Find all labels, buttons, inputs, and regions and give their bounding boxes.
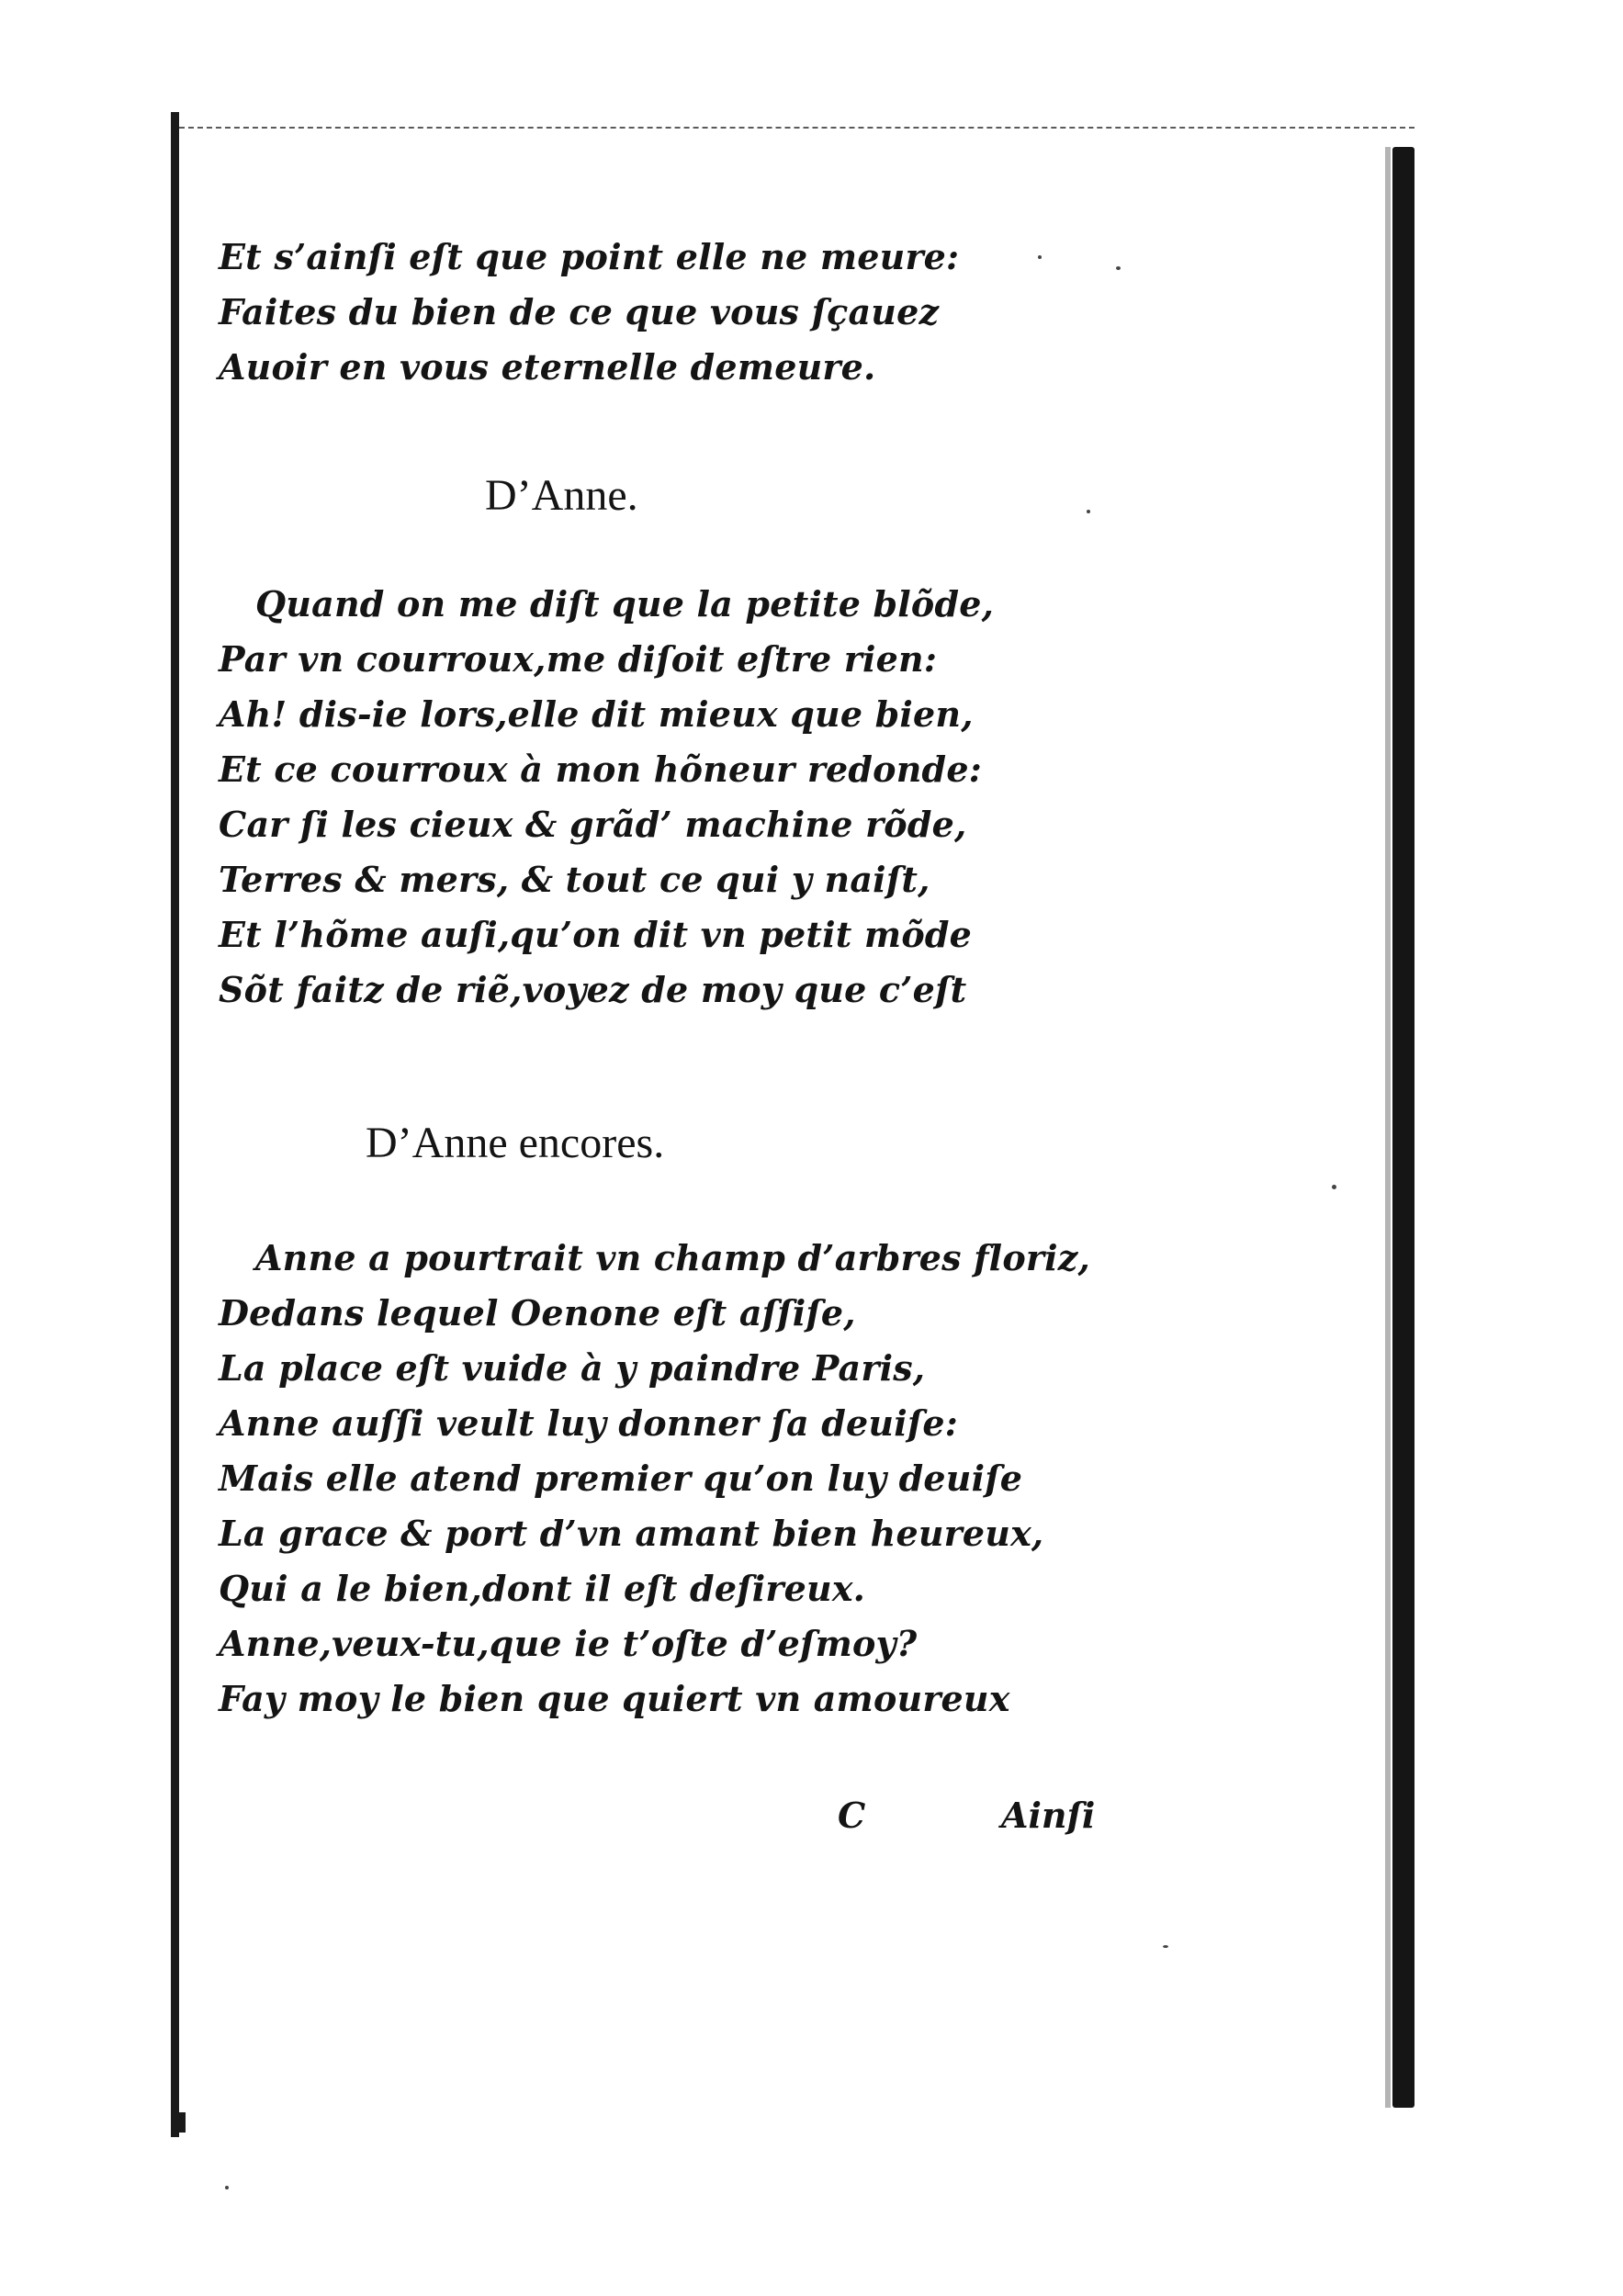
page-left-edge-tip bbox=[171, 2112, 186, 2133]
verse-line: Ah! dis-ie lors,elle dit mieux que bien, bbox=[219, 693, 974, 735]
poem-title-d-anne-encores: D’Anne encores. bbox=[366, 1119, 665, 1167]
verse-line: Faites du bien de ce que vous ſçauez bbox=[219, 291, 940, 332]
page-right-edge bbox=[1392, 147, 1414, 2108]
stanza-1 bbox=[219, 230, 959, 395]
stanza-3 bbox=[219, 1231, 1090, 1727]
verse-line: Par vn courroux,me diſoit eſtre rien: bbox=[219, 638, 938, 680]
verse-line: Et s’ainſi eſt que point elle ne meure: bbox=[219, 236, 960, 277]
scan-speck bbox=[1116, 266, 1121, 270]
verse-line: Terres & mers, & tout ce qui y naiſt, bbox=[219, 859, 930, 900]
verse-line: Anne auſſi veult luy donner ſa deuiſe: bbox=[219, 1402, 958, 1444]
verse-line: La grace & port d’vn amant bien heureux, bbox=[219, 1513, 1044, 1554]
page-left-edge bbox=[171, 112, 179, 2137]
page-right-shadow bbox=[1385, 147, 1391, 2108]
scan-speck bbox=[1163, 1945, 1168, 1948]
verse-line: Anne,veux-tu,que ie t’oſte d’eſmoy? bbox=[219, 1623, 918, 1664]
verse-line: Qui a le bien,dont il eſt deſireux. bbox=[219, 1568, 866, 1609]
verse-line: Quand on me diſt que la petite blõde, bbox=[255, 583, 995, 625]
verse-line: Et l’hõme auſi,qu’on dit vn petit mõde bbox=[219, 914, 973, 955]
verse-line: Dedans lequel Oenone eſt aſſiſe, bbox=[219, 1292, 856, 1334]
verse-line: Anne a pourtrait vn champ d’arbres floriz, bbox=[255, 1237, 1090, 1278]
poem-title-d-anne: D’Anne. bbox=[485, 471, 638, 520]
page-top-edge bbox=[179, 127, 1414, 129]
verse-line: Auoir en vous eternelle demeure. bbox=[219, 346, 876, 388]
scan-speck bbox=[225, 2186, 229, 2189]
signature-mark: C bbox=[838, 1795, 866, 1836]
verse-line: Sõt faitz de riẽ,voyez de moy que c’eſt bbox=[219, 969, 967, 1010]
catchword: Ainſi bbox=[1001, 1795, 1096, 1836]
verse-line: Fay moy le bien que quiert vn amoureux bbox=[219, 1678, 1010, 1719]
verse-line: Car ſi les cieux & grãd’ machine rõde, bbox=[219, 804, 967, 845]
stanza-2 bbox=[219, 577, 994, 1018]
verse-line: Et ce courroux à mon hõneur redonde: bbox=[219, 748, 982, 790]
scan-speck bbox=[1332, 1185, 1336, 1189]
scan-speck bbox=[1038, 255, 1042, 259]
verse-line: Mais elle atend premier qu’on luy deuiſe bbox=[219, 1458, 1023, 1499]
verse-line: La place eſt vuide à y paindre Paris, bbox=[219, 1347, 926, 1389]
scan-speck bbox=[1087, 510, 1090, 513]
